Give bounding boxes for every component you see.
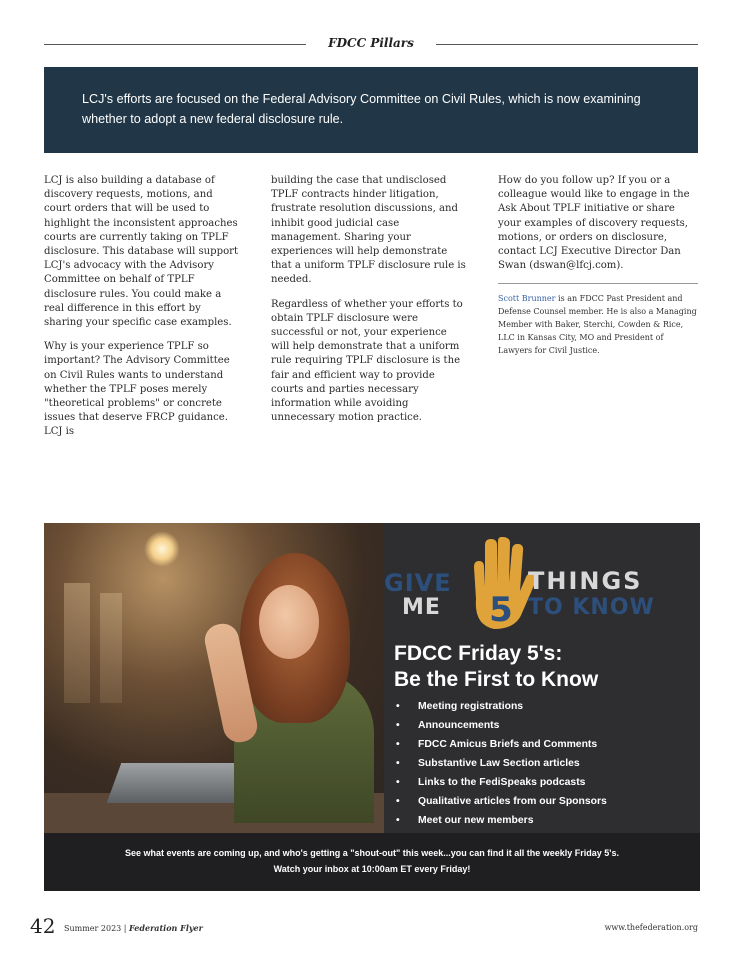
website-link[interactable]: www.thefederation.org: [604, 923, 698, 932]
publication-name: Federation Flyer: [129, 923, 203, 933]
ad-footer-banner: [44, 833, 700, 891]
ad-headline-line-1: FDCC Friday 5's:: [394, 642, 563, 665]
ad-feature-list: [396, 697, 607, 830]
author-name-link[interactable]: Scott Brunner: [498, 294, 556, 304]
ad-headline-line-2: Be the First to Know: [394, 668, 599, 691]
author-bio-text: is an FDCC Past President and Defense Counsel member. He is also a Managing Member with Baker, Sterchi, Cowden & Rice, LLC in Kansas City, MO and President of Lawyers for Civil Justice.: [498, 294, 697, 356]
woman-face: [259, 585, 319, 659]
ad-photo-woman-laptop: [44, 523, 384, 833]
window: [64, 583, 90, 703]
ad-headline: [394, 641, 598, 693]
page-number: 42: [30, 914, 56, 938]
window: [100, 593, 122, 703]
paragraph: How do you follow up? If you or a colleague would like to engage in the Ask About TPLF initiative or share your examples of discovery requests, motions, or orders on disclosure, contact LCJ Executive Director Dan Swan (dswan@lfcj.com).: [498, 175, 690, 272]
friday-five-ad: [44, 523, 700, 891]
article-column-1: [44, 174, 240, 450]
header-rule-right: [436, 44, 698, 45]
list-item: • Meet our new members: [396, 811, 607, 830]
page-footer: [30, 914, 698, 944]
hand-five-icon: [464, 537, 538, 633]
article-column-2: [271, 174, 467, 435]
list-item: • Meeting registrations: [396, 697, 607, 716]
author-bio: [498, 292, 698, 357]
list-item: • FDCC Amicus Briefs and Comments: [396, 735, 607, 754]
issue-info: [64, 923, 203, 933]
section-header: [44, 34, 698, 54]
ad-footer-line-2: Watch your inbox at 10:00am ET every Friday!: [273, 864, 471, 874]
callout-box: [44, 67, 698, 153]
callout-text: LCJ's efforts are focused on the Federal Advisory Committee on Civil Rules, which is now examining whether to adopt a new federal disclosure rule.: [82, 92, 641, 126]
section-title: FDCC Pillars: [328, 36, 414, 50]
list-item: • Announcements: [396, 716, 607, 735]
ceiling-lamp: [144, 531, 180, 567]
article-column-3: [498, 174, 698, 367]
logo-give: GIVE: [384, 569, 452, 597]
bio-divider: [498, 283, 698, 284]
give-me-5-logo: [380, 537, 680, 637]
list-item: • Links to the FediSpeaks podcasts: [396, 773, 607, 792]
list-item: • Substantive Law Section articles: [396, 754, 607, 773]
list-item: • Qualitative articles from our Sponsors: [396, 792, 607, 811]
paragraph: Regardless of whether your efforts to obtain TPLF disclosure were successful or not, your experience will help demonstrate that a uniform rule requiring TPLF disclosure is the fair and efficient way to provide courts and parties necessary information while avoiding unnecessary motion practice.: [271, 298, 463, 424]
paragraph: Why is your experience TPLF so important? The Advisory Committee on Civil Rules wants to understand whether the TPLF poses merely "theoretical problems" or concrete issues that deserve FRCP guidance. LCJ is: [44, 341, 230, 438]
logo-things: THINGS: [528, 567, 643, 595]
logo-me: ME: [402, 595, 441, 620]
paragraph: building the case that undisclosed TPLF contracts hinder litigation, frustrate resolution discussions, and inhibit good judicial case management. Sharing your experiences will help demonstrate that a uniform TPLF disclosure rule is needed.: [271, 175, 466, 286]
paragraph: LCJ is also building a database of discovery requests, motions, and court orders that will be used to highlight the inconsistent approaches courts are currently taking on TPLF disclosure. This database will support LCJ's advocacy with the Advisory Committee on behalf of TPLF disclosure rules. You could make a real difference in this effort by sharing your specific case examples.: [44, 175, 239, 329]
ad-footer-line-1: See what events are coming up, and who's getting a "shout-out" this week...you can find it all the weekly Friday 5's.: [125, 848, 619, 858]
logo-five: 5: [489, 590, 513, 630]
logo-to-know: TO KNOW: [528, 595, 655, 620]
issue-date: Summer 2023 |: [64, 924, 130, 933]
